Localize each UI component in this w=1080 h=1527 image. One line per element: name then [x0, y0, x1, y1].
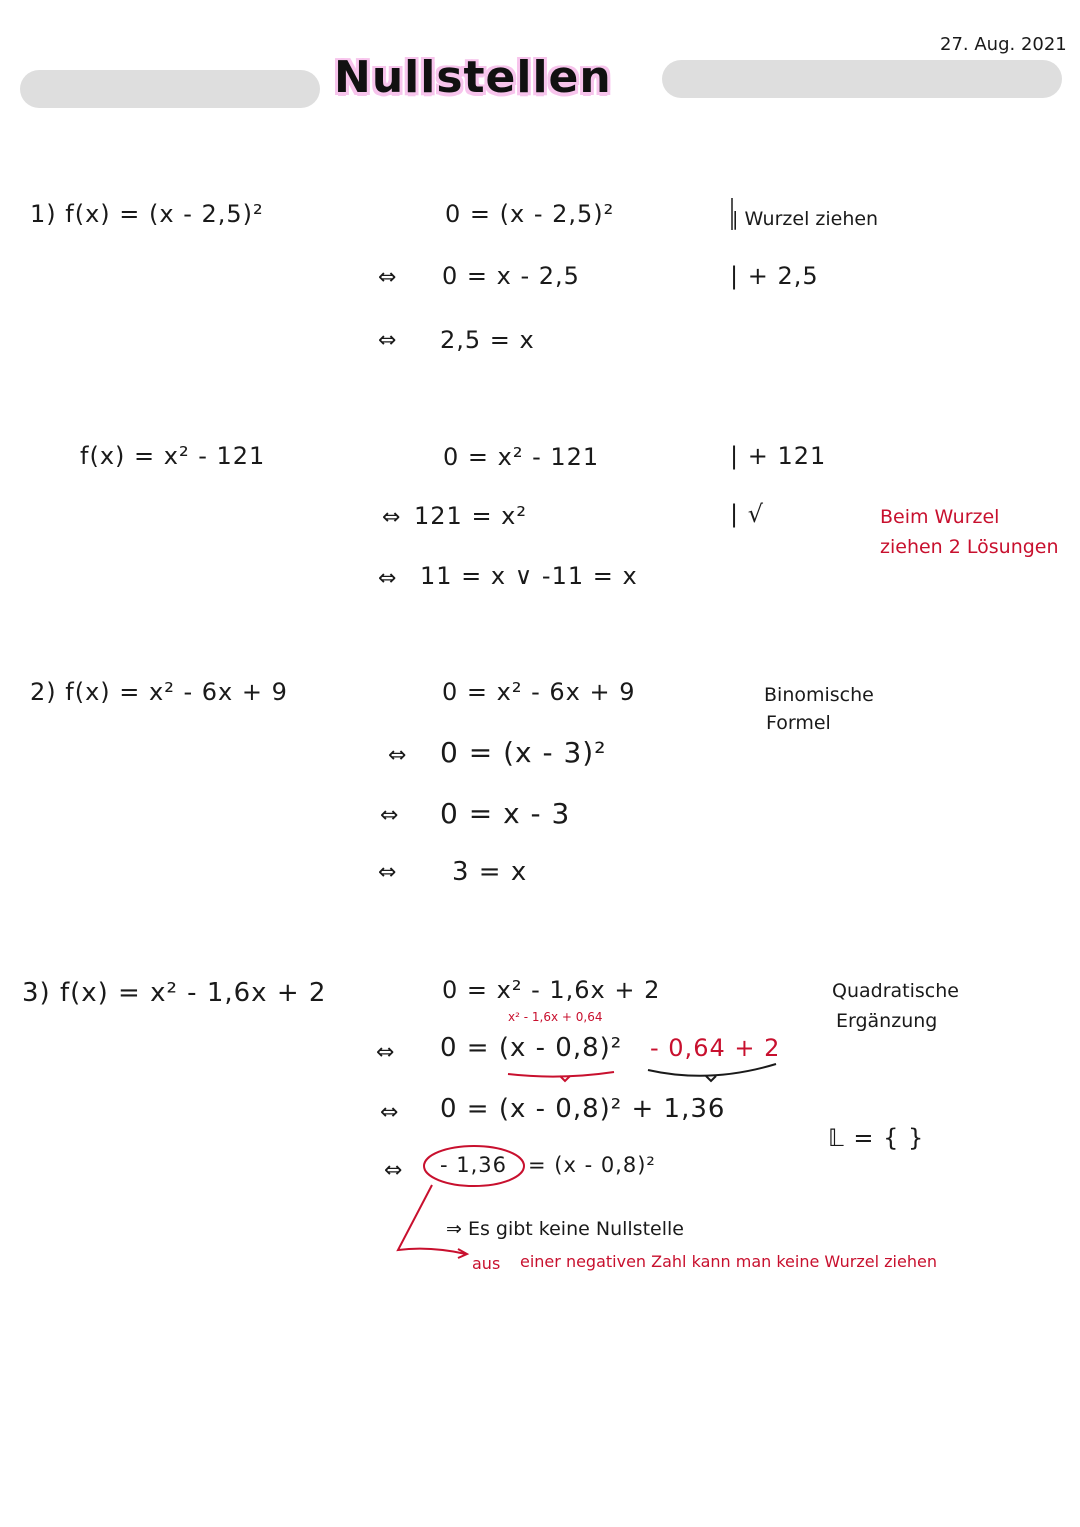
equiv-icon: ⇔: [380, 1100, 399, 1125]
note-2-2: Formel: [766, 712, 831, 734]
note-2-1: Binomische: [764, 684, 874, 706]
step-3-2: 0 = (x - 0,8)²: [440, 1033, 623, 1063]
step-2-2: 0 = (x - 3)²: [440, 736, 607, 769]
step-1b-2: 121 = x²: [414, 502, 527, 530]
page-title: Nullstellen: [334, 52, 612, 103]
function-3: 3) f(x) = x² - 1,6x + 2: [22, 978, 327, 1008]
step-2-1: 0 = x² - 6x + 9: [442, 678, 636, 706]
equiv-icon: ⇔: [376, 1040, 395, 1065]
equiv-icon: ⇔: [378, 566, 397, 591]
step-3-4-left: - 1,36: [440, 1153, 508, 1177]
header-bar-right: [662, 60, 1062, 98]
step-3-1: 0 = x² - 1,6x + 2: [442, 976, 661, 1004]
note-1b-1: | + 121: [730, 442, 827, 470]
annotation-binomial: x² - 1,6x + 0,64: [508, 1010, 603, 1024]
date: 27. Aug. 2021: [940, 34, 1067, 55]
step-1-3: 2,5 = x: [440, 326, 535, 354]
equiv-icon: ⇔: [378, 860, 397, 885]
reason-text: einer negativen Zahl kann man keine Wurzel ziehen: [520, 1252, 937, 1271]
function-2: 2) f(x) = x² - 6x + 9: [30, 678, 288, 706]
equiv-icon: ⇔: [378, 328, 397, 353]
equiv-icon: ⇔: [380, 803, 399, 828]
equiv-icon: ⇔: [388, 743, 407, 768]
step-3-2-addition: - 0,64 + 2: [650, 1034, 781, 1062]
step-3-4-right: = (x - 0,8)²: [528, 1153, 656, 1177]
note-1b-2: | √: [730, 500, 765, 528]
note-3-2: Ergänzung: [836, 1010, 938, 1032]
note-1-2: | + 2,5: [730, 262, 819, 290]
conclusion: ⇒ Es gibt keine Nullstelle: [446, 1218, 684, 1240]
step-3-3: 0 = (x - 0,8)² + 1,36: [440, 1094, 726, 1124]
remark-line-2: ziehen 2 Lösungen: [880, 536, 1059, 558]
step-2-3: 0 = x - 3: [440, 797, 571, 830]
header-bar-left: [20, 70, 320, 108]
step-1b-1: 0 = x² - 121: [443, 443, 600, 471]
solution-set: 𝕃 = { }: [828, 1124, 925, 1152]
step-1-2: 0 = x - 2,5: [442, 262, 580, 290]
reason-prefix: aus: [472, 1254, 501, 1273]
note-1-1: | Wurzel ziehen: [732, 208, 879, 230]
function-1: 1) f(x) = (x - 2,5)²: [30, 200, 264, 228]
function-1b: f(x) = x² - 121: [80, 442, 266, 470]
step-1b-3: 11 = x ∨ -11 = x: [420, 562, 638, 590]
remark-line-1: Beim Wurzel: [880, 506, 1000, 528]
equiv-icon: ⇔: [384, 1158, 403, 1183]
equiv-icon: ⇔: [378, 265, 397, 290]
equiv-icon: ⇔: [382, 505, 401, 530]
step-2-4: 3 = x: [452, 857, 528, 887]
step-1-1: 0 = (x - 2,5)²: [445, 200, 615, 228]
note-3-1: Quadratische: [832, 980, 959, 1002]
